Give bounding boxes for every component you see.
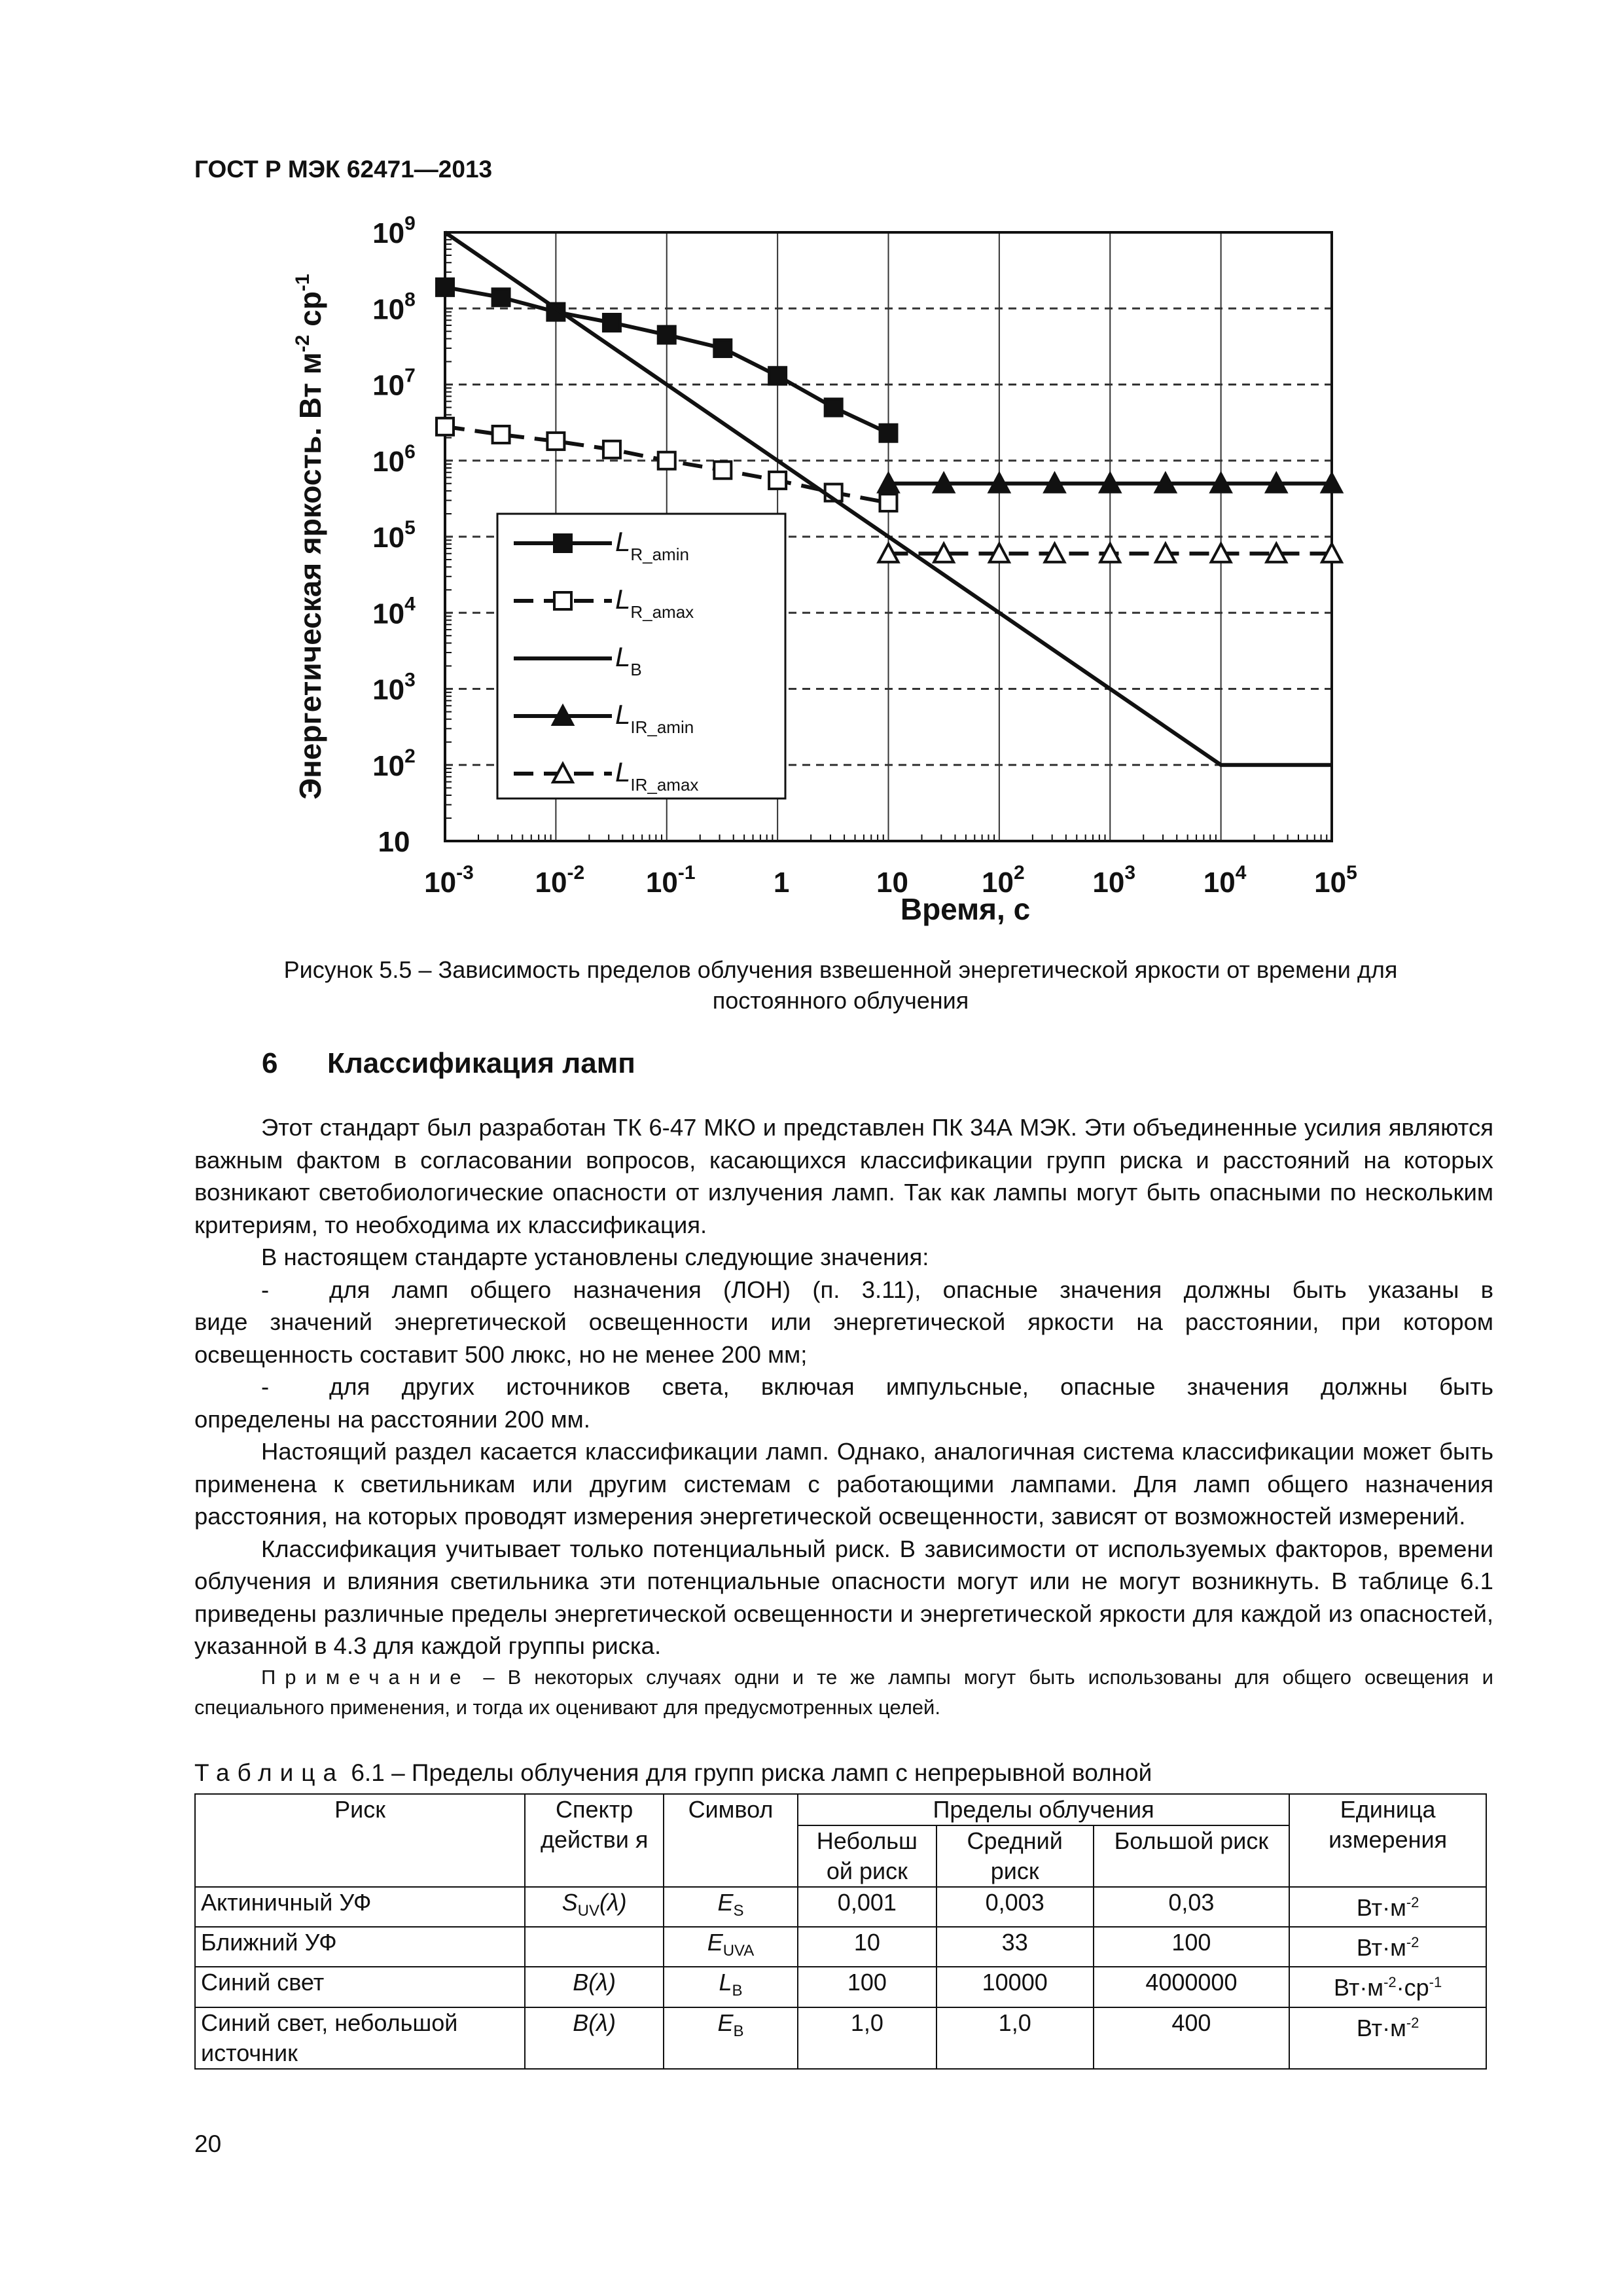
y-tick-label: $10^9$ [372, 216, 416, 249]
table-row [195, 2007, 1486, 2069]
header-spectrum: Спектр действи я [525, 1794, 664, 1887]
table-header-row-1 [195, 1794, 1486, 1825]
chart-y-label-sup2: -1 [292, 274, 313, 292]
data-point-LR_amin [493, 289, 510, 306]
header-limits: Пределы облучения [798, 1794, 1289, 1825]
cell-low: 1,0 [798, 2007, 936, 2069]
dash-item-1-text: для ламп общего назначения (ЛОН) (п. 3.11), опасные значения должны быть указаны в [329, 1276, 1493, 1303]
data-point-LR_amax [493, 426, 510, 443]
section-title: Классификация ламп [327, 1047, 635, 1079]
cell-risk: Актиничный УФ [195, 1887, 525, 1927]
section-number: 6 [262, 1047, 278, 1079]
paragraph-3: Настоящий раздел касается классификации ламп. Однако, аналогичная система классификации может быть применена к светильникам или другим системам с работающими лампами. Для ламп общего назначения расстояния, на которых проводят измерения энергетической освещенности, зависят от возможностей измерений. [194, 1438, 1493, 1530]
y-tick-label: 10 [378, 826, 410, 858]
legend-label-LR_amin: $L_{R\_amin}$ [615, 526, 689, 564]
x-tick-label: $10^4$ [1203, 862, 1247, 899]
table-caption [194, 1759, 1152, 1787]
paragraph-4: Классификация учитывает только потенциальный риск. В зависимости от используемых факторов, времени облучения и влияния светильника эти потенциальные опасности могут или не могут возникнуть. В таблице 6.1 приведены различные пределы энергетической освещенности и энергетической яркости для каждой из опасностей, указанной в 4.3 для каждой группы риска. [194, 1535, 1493, 1659]
cell-high: 4000000 [1094, 1967, 1290, 2007]
cell-unit: $Вт\cdot м^{-2}$ [1289, 1887, 1486, 1927]
chart-y-label-main: Энергетическая яркость. Вт м [293, 352, 327, 800]
header-high-risk: Большой риск [1094, 1825, 1290, 1887]
dash-mark-2: - [261, 1373, 270, 1400]
table-caption-text: 6.1 – Пределы облучения для групп риска ламп с непрерывной волной [344, 1759, 1152, 1786]
y-tick-label: $10^4$ [372, 593, 416, 630]
x-tick-label: $10^{-2}$ [535, 862, 585, 899]
legend-label-LB: $L_B$ [615, 641, 642, 679]
cell-spectrum: B(λ) [525, 1967, 664, 2007]
note-label: Примечание [261, 1665, 471, 1689]
dash-item-2-continuation: определены на расстоянии 200 мм. [194, 1405, 590, 1433]
legend-marker-LR_amin [554, 535, 571, 552]
section-heading [262, 1047, 635, 1080]
data-point-LR_amax [769, 472, 786, 489]
x-tick-label: $10^2$ [982, 862, 1025, 899]
data-point-LR_amin [825, 399, 842, 416]
dash-item-1 [194, 1274, 1493, 1306]
y-tick-label: $10^5$ [372, 517, 416, 554]
cell-medium: 0,003 [936, 1887, 1094, 1927]
chart-y-axis-label [292, 274, 327, 799]
paragraph-2: В настоящем стандарте установлены следующие значения: [261, 1244, 929, 1270]
risk-limits-table [194, 1793, 1487, 2070]
cell-medium: 1,0 [936, 2007, 1094, 2069]
x-tick-label: 1 [773, 867, 790, 899]
chart-y-label-mid: ср [293, 291, 327, 335]
cell-high: 400 [1094, 2007, 1290, 2069]
x-tick-label: $10^{-3}$ [424, 862, 474, 899]
legend-marker-LR_amax [554, 592, 571, 609]
cell-low: 100 [798, 1967, 936, 2007]
cell-low: 0,001 [798, 1887, 936, 1927]
x-tick-label: $10^5$ [1314, 862, 1357, 899]
table-row [195, 1927, 1486, 1967]
cell-spectrum [525, 1927, 664, 1967]
chart-x-axis-label: Время, с [900, 892, 1031, 926]
header-medium-risk: Средний риск [936, 1825, 1094, 1887]
cell-spectrum: $S_{UV}(\lambda)$ [525, 1887, 664, 1927]
data-point-LR_amax [880, 494, 897, 511]
cell-low: 10 [798, 1927, 936, 1967]
data-point-LR_amax [437, 418, 454, 435]
y-tick-label: $10^8$ [372, 289, 416, 326]
table-body [195, 1887, 1486, 2069]
cell-medium: 10000 [936, 1967, 1094, 2007]
legend-label-LR_amax: $L_{R\_amax}$ [615, 584, 694, 622]
legend-label-LIR_amax: $L_{IR\_amax}$ [615, 757, 699, 795]
cell-risk: Синий свет [195, 1967, 525, 2007]
header-low-risk: Небольш ой риск [798, 1825, 936, 1887]
cell-risk: Синий свет, небольшой источник [195, 2007, 525, 2069]
data-point-LR_amin [658, 327, 675, 344]
y-tick-label: $10^2$ [372, 745, 416, 782]
data-point-LR_amin [769, 367, 786, 384]
x-tick-label: $10^3$ [1092, 862, 1136, 899]
y-tick-label: $10^7$ [372, 365, 416, 402]
cell-symbol: $L_B$ [664, 1967, 798, 2007]
cell-unit: $Вт\cdot м^{-2}\cdot ср^{-1}$ [1289, 1967, 1486, 2007]
series-LIR_amin [879, 474, 1342, 492]
table-caption-label: Таблица [194, 1759, 345, 1786]
data-point-LR_amin [437, 279, 454, 296]
figure-caption-line-1: Рисунок 5.5 – Зависимость пределов облучения взвешенной энергетической яркости от времени для [283, 956, 1398, 983]
x-tick-label: $10^{-1}$ [645, 862, 696, 899]
cell-high: 100 [1094, 1927, 1290, 1967]
legend-label-LIR_amin: $L_{IR\_amin}$ [615, 699, 694, 737]
header-symbol: Символ [664, 1794, 798, 1887]
dash-item-2-text: для других источников света, включая импульсные, опасные значения должны быть [329, 1373, 1493, 1400]
cell-symbol: $E_S$ [664, 1887, 798, 1927]
y-tick-label: $10^3$ [372, 669, 416, 706]
cell-unit: $Вт\cdot м^{-2}$ [1289, 2007, 1486, 2069]
x-tick-label: 10 [876, 867, 908, 899]
section-body [194, 1111, 1493, 1723]
header-risk: Риск [195, 1794, 525, 1887]
cell-symbol: $E_{UVA}$ [664, 1927, 798, 1967]
header-unit: Единица измерения [1289, 1794, 1486, 1887]
document-header: ГОСТ Р МЭК 62471—2013 [194, 156, 493, 183]
data-point-LR_amax [547, 433, 564, 450]
cell-unit: $Вт\cdot м^{-2}$ [1289, 1927, 1486, 1967]
data-point-LR_amin [603, 314, 620, 331]
data-point-LR_amax [603, 441, 620, 458]
series-LIR_amax [879, 544, 1342, 562]
table-row [195, 1887, 1486, 1927]
data-point-LR_amax [714, 461, 731, 478]
data-point-LR_amin [880, 425, 897, 442]
table-row [195, 1967, 1486, 2007]
note [194, 1662, 1493, 1723]
chart-legend [497, 514, 785, 798]
cell-high: 0,03 [1094, 1887, 1290, 1927]
page-number: 20 [194, 2130, 222, 2157]
data-point-LR_amax [658, 452, 675, 469]
chart-y-label-sup1: -2 [292, 334, 313, 353]
y-tick-label: $10^6$ [372, 440, 416, 478]
dash-mark-1: - [261, 1276, 270, 1303]
data-point-LR_amin [714, 340, 731, 357]
figure-caption [194, 954, 1487, 1016]
cell-symbol: $E_B$ [664, 2007, 798, 2069]
cell-spectrum: B(λ) [525, 2007, 664, 2069]
note-text: – В некоторых случаях одни и те же лампы могут быть использованы для общего освещения и специального применения, и тогда их оценивают для предусмотренных целей. [194, 1665, 1493, 1719]
cell-risk: Ближний УФ [195, 1927, 525, 1967]
dash-item-2 [194, 1371, 1493, 1403]
cell-medium: 33 [936, 1927, 1094, 1967]
paragraph-1: Этот стандарт был разработан ТК 6-47 МКО и представлен ПК 34А МЭК. Эти объединенные усилия являются важным фактом в согласовании вопросов, касающихся классификации групп риска и расстояний на которых возникают светобиологические опасности от излучения ламп. Так как лампы могут быть опасными по нескольким критериям, то необходима их классификация. [194, 1114, 1493, 1238]
dash-item-1-continuation: виде значений энергетической освещенности или энергетической яркости на расстоянии, при котором освещенность составит 500 люкс, но не менее 200 мм; [194, 1308, 1493, 1368]
figure-caption-line-2: постоянного облучения [712, 987, 969, 1014]
irradiance-limit-chart [275, 216, 1387, 949]
